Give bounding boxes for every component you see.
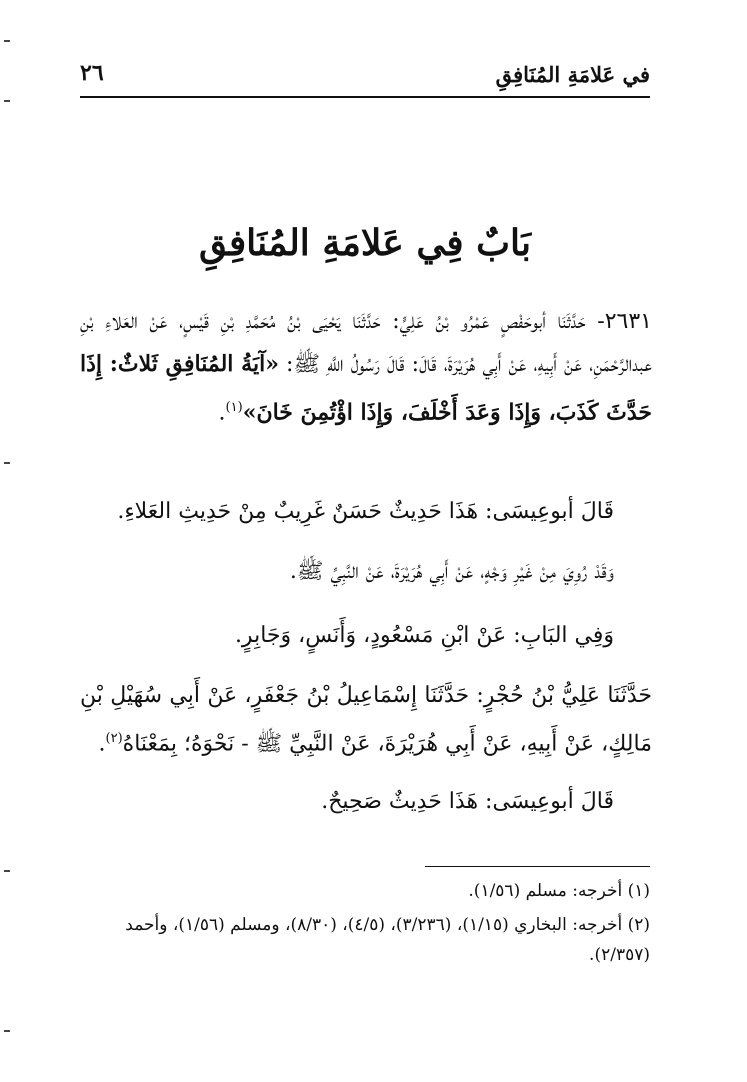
scan-margin-mark	[4, 40, 10, 42]
running-header	[80, 56, 650, 98]
hadith-chain: حَدَّثَنَا أبوحَفْصٍ عَمْرُو بْنُ عَلِيٍّ: حَدَّثَنَا يَحْيَى بْنُ مُحَمَّدِ بْنِ قَيْسٍ، عَنْ العَلاءِ بْنِ عبدالرَّحْمَنِ، عَنْ أَبِيهِ، عَنْ أَبِي هُرَيْرَةَ، قَالَ: قَالَ رَسُولُ اللَّهِ ﷺ:	[80, 309, 652, 377]
hadith-end: .	[218, 400, 226, 426]
footnote-ref-1[interactable]: (١)	[225, 400, 243, 415]
page-number: ٢٦	[80, 60, 104, 86]
hadith-matn: «آيَةُ المُنَافِقِ ثَلاثٌ: إِذَا حَدَّثَ كَذَبَ، وَإِذَا وَعَدَ أَخْلَفَ، وَإِذَا اؤْتُمِنَ خَانَ»	[80, 351, 652, 426]
grading-2: قَالَ أبوعِيسَى: هَذَا حَدِيثٌ صَحِيحٌ.	[321, 789, 614, 814]
chapter-title: بَابٌ فِي عَلامَةِ المُنَافِقِ	[198, 222, 532, 264]
footnote-2: (٢) أخرجه: البخاري (١/١٥)، (٣/٢٣٦)، (٤/٥)، (٨/٣٠)، ومسلم (١/٥٦)، وأحمد (٢/٣٥٧).	[125, 915, 650, 965]
hadith-2631	[80, 300, 652, 434]
footnote-1: (١) أخرجه: مسلم (١/٥٦).	[468, 881, 650, 901]
hadith-2-text: حَدَّثَنَا عَلِيُّ بْنُ حُجْرٍ: حَدَّثَنَا إِسْمَاعِيلُ بْنُ جَعْفَرٍ، عَنْ أَبِي سُهَيْلِ بْنِ مَالِكٍ، عَنْ أَبِيهِ، عَنْ أَبِي هُرَيْرَةَ، عَنْ النَّبِيِّ ﷺ - نَحْوَهُ؛ بِمَعْنَاهُ	[80, 683, 652, 757]
header-title: في عَلامَةِ المُنَافِقِ	[495, 62, 650, 87]
scan-margin-mark	[4, 100, 10, 102]
other-routes: وَقَدْ رُوِيَ مِنْ غَيْرِ وَجْهٍ، عَنْ أَبِي هُرَيْرَةَ، عَنْ النَّبِيِّ ﷺ.	[289, 559, 614, 584]
hadith-second-chain	[80, 674, 652, 765]
hadith-2-end: .	[98, 731, 106, 757]
hadith-number: ٢٦٣١-	[585, 309, 652, 334]
scan-margin-mark	[4, 1030, 10, 1032]
in-chapter: وَفِي البَابِ: عَنْ ابْنِ مَسْعُودٍ، وَأَنَسٍ، وَجَابِرٍ.	[234, 623, 614, 648]
footnote-ref-2[interactable]: (٢)	[105, 731, 123, 746]
grading-1: قَالَ أبوعِيسَى: هَذَا حَدِيثٌ حَسَنٌ غَرِيبٌ مِنْ حَدِيثِ العَلاءِ.	[117, 499, 614, 524]
scan-margin-mark	[4, 462, 10, 464]
scan-margin-mark	[4, 870, 10, 872]
footnote-separator	[425, 866, 650, 867]
